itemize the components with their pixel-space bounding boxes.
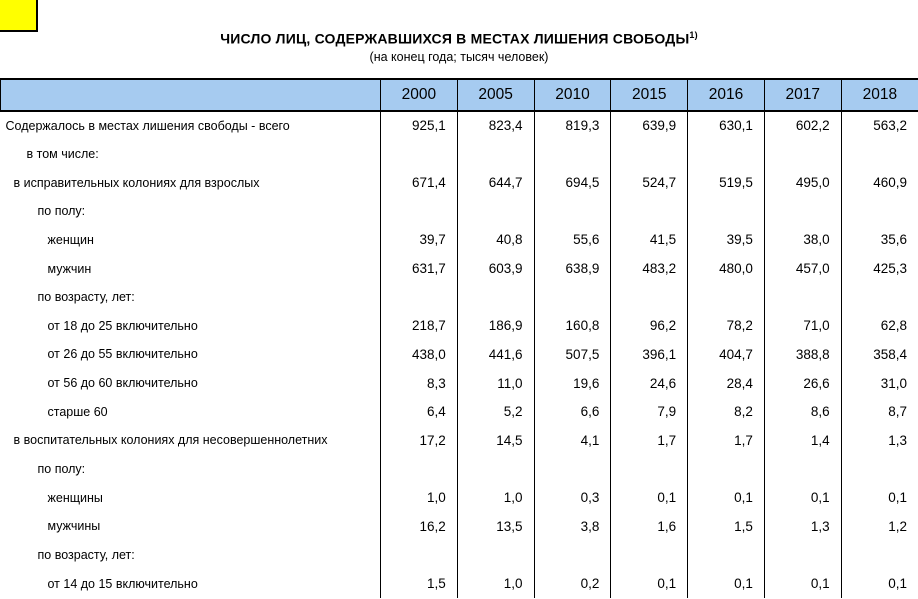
value-cell: 438,0: [381, 340, 458, 369]
table-row: [1, 369, 918, 398]
value-cell: 671,4: [381, 168, 458, 197]
table-row: [1, 111, 918, 140]
value-cell: 40,8: [457, 226, 534, 255]
value-cell: 603,9: [457, 254, 534, 283]
value-cell: 8,3: [381, 369, 458, 398]
value-cell: [688, 140, 765, 169]
value-cell: [457, 197, 534, 226]
value-cell: [381, 140, 458, 169]
table-row: [1, 426, 918, 455]
value-cell: 1,7: [688, 426, 765, 455]
value-cell: [534, 197, 611, 226]
value-cell: [611, 197, 688, 226]
value-cell: 1,5: [381, 569, 458, 598]
value-cell: 631,7: [381, 254, 458, 283]
value-cell: [841, 197, 918, 226]
value-cell: [688, 197, 765, 226]
value-cell: [764, 541, 841, 570]
value-cell: 35,6: [841, 226, 918, 255]
value-cell: 0,1: [688, 569, 765, 598]
value-cell: 1,7: [611, 426, 688, 455]
corner-header-cell: [1, 79, 381, 111]
value-cell: [457, 283, 534, 312]
table-row: [1, 340, 918, 369]
value-cell: [764, 455, 841, 484]
value-cell: 186,9: [457, 311, 534, 340]
value-cell: 694,5: [534, 168, 611, 197]
year-column-header: 2017: [764, 79, 841, 111]
value-cell: [534, 541, 611, 570]
row-label: женщины: [47, 490, 103, 505]
value-cell: 0,1: [611, 569, 688, 598]
value-cell: 1,0: [381, 483, 458, 512]
value-cell: 457,0: [764, 254, 841, 283]
value-cell: [457, 140, 534, 169]
value-cell: 483,2: [611, 254, 688, 283]
value-cell: 28,4: [688, 369, 765, 398]
value-cell: 14,5: [457, 426, 534, 455]
row-label: от 56 до 60 включительно: [47, 376, 198, 391]
row-label: в воспитательных колониях для несовершеннолетних: [13, 433, 328, 448]
value-cell: [381, 455, 458, 484]
value-cell: 0,1: [764, 569, 841, 598]
value-cell: 1,5: [688, 512, 765, 541]
value-cell: 0,1: [611, 483, 688, 512]
value-cell: 404,7: [688, 340, 765, 369]
page-subtitle: (на конец года; тысяч человек): [369, 49, 549, 64]
value-cell: 6,6: [534, 397, 611, 426]
value-cell: 1,2: [841, 512, 918, 541]
row-label: по возрасту, лет:: [37, 547, 135, 562]
value-cell: 480,0: [688, 254, 765, 283]
table-row: [1, 311, 918, 340]
value-cell: [841, 140, 918, 169]
value-cell: [381, 283, 458, 312]
footnote-marker: 1): [689, 30, 698, 40]
value-cell: [764, 197, 841, 226]
value-cell: 4,1: [534, 426, 611, 455]
page-title-text: ЧИСЛО ЛИЦ, СОДЕРЖАВШИХСЯ В МЕСТАХ ЛИШЕНИЯ СВОБОДЫ: [220, 30, 690, 47]
year-column-header: 2016: [688, 79, 765, 111]
value-cell: 8,6: [764, 397, 841, 426]
value-cell: 39,5: [688, 226, 765, 255]
value-cell: 358,4: [841, 340, 918, 369]
value-cell: 644,7: [457, 168, 534, 197]
row-label: в исправительных колониях для взрослых: [13, 175, 260, 190]
value-cell: [381, 541, 458, 570]
value-cell: [841, 455, 918, 484]
value-cell: 3,8: [534, 512, 611, 541]
value-cell: [457, 455, 534, 484]
table-row: [1, 455, 918, 484]
value-cell: 441,6: [457, 340, 534, 369]
value-cell: 8,2: [688, 397, 765, 426]
value-cell: 38,0: [764, 226, 841, 255]
value-cell: [764, 140, 841, 169]
value-cell: 630,1: [688, 111, 765, 140]
value-cell: 925,1: [381, 111, 458, 140]
value-cell: 19,6: [534, 369, 611, 398]
table-row: [1, 140, 918, 169]
value-cell: 6,4: [381, 397, 458, 426]
value-cell: [688, 283, 765, 312]
table-row: [1, 483, 918, 512]
value-cell: [841, 283, 918, 312]
value-cell: 1,3: [841, 426, 918, 455]
table-body: [1, 111, 918, 598]
value-cell: [611, 283, 688, 312]
value-cell: [457, 541, 534, 570]
row-label: от 18 до 25 включительно: [47, 318, 198, 333]
value-cell: 0,1: [841, 483, 918, 512]
value-cell: 55,6: [534, 226, 611, 255]
table-row: [1, 512, 918, 541]
value-cell: [381, 197, 458, 226]
table-row: [1, 541, 918, 570]
value-cell: [764, 283, 841, 312]
value-cell: 8,7: [841, 397, 918, 426]
value-cell: 396,1: [611, 340, 688, 369]
row-label: Содержалось в местах лишения свободы - всего: [5, 118, 290, 133]
row-label: от 14 до 15 включительно: [47, 576, 198, 591]
row-label: мужчин: [47, 261, 92, 276]
year-column-header: 2015: [611, 79, 688, 111]
value-cell: 5,2: [457, 397, 534, 426]
value-cell: 7,9: [611, 397, 688, 426]
value-cell: [611, 541, 688, 570]
value-cell: 0,1: [688, 483, 765, 512]
value-cell: [611, 455, 688, 484]
value-cell: 524,7: [611, 168, 688, 197]
value-cell: [611, 140, 688, 169]
table-row: [1, 168, 918, 197]
value-cell: 563,2: [841, 111, 918, 140]
value-cell: 1,3: [764, 512, 841, 541]
value-cell: 31,0: [841, 369, 918, 398]
value-cell: 1,4: [764, 426, 841, 455]
value-cell: 1,0: [457, 483, 534, 512]
yellow-marker: [0, 0, 38, 32]
row-label: в том числе:: [26, 146, 99, 161]
value-cell: 78,2: [688, 311, 765, 340]
year-column-header: 2005: [457, 79, 534, 111]
table-row: [1, 283, 918, 312]
value-cell: 388,8: [764, 340, 841, 369]
row-label: мужчины: [47, 519, 101, 534]
value-cell: 1,0: [457, 569, 534, 598]
value-cell: [534, 283, 611, 312]
value-cell: 96,2: [611, 311, 688, 340]
value-cell: 39,7: [381, 226, 458, 255]
row-label: по полу:: [37, 204, 86, 219]
value-cell: 639,9: [611, 111, 688, 140]
value-cell: 160,8: [534, 311, 611, 340]
year-column-header: 2000: [381, 79, 458, 111]
table-row: [1, 226, 918, 255]
value-cell: 0,1: [841, 569, 918, 598]
value-cell: [534, 140, 611, 169]
value-cell: 41,5: [611, 226, 688, 255]
value-cell: 638,9: [534, 254, 611, 283]
table-header-row: [1, 79, 918, 111]
value-cell: 519,5: [688, 168, 765, 197]
value-cell: 0,2: [534, 569, 611, 598]
value-cell: 16,2: [381, 512, 458, 541]
value-cell: 62,8: [841, 311, 918, 340]
value-cell: 460,9: [841, 168, 918, 197]
value-cell: 495,0: [764, 168, 841, 197]
value-cell: [688, 455, 765, 484]
value-cell: 218,7: [381, 311, 458, 340]
table-row: [1, 254, 918, 283]
value-cell: 819,3: [534, 111, 611, 140]
row-label: по полу:: [37, 462, 86, 476]
value-cell: 507,5: [534, 340, 611, 369]
year-column-header: 2010: [534, 79, 611, 111]
value-cell: 0,3: [534, 483, 611, 512]
value-cell: 425,3: [841, 254, 918, 283]
row-label: женщин: [47, 232, 94, 247]
table-header: [1, 79, 918, 111]
value-cell: [534, 455, 611, 484]
value-cell: 11,0: [457, 369, 534, 398]
table-row: [1, 397, 918, 426]
page-title: [0, 0, 918, 47]
value-cell: 823,4: [457, 111, 534, 140]
value-cell: 0,1: [764, 483, 841, 512]
value-cell: 26,6: [764, 369, 841, 398]
value-cell: 17,2: [381, 426, 458, 455]
row-label: от 26 до 55 включительно: [47, 347, 198, 362]
value-cell: 24,6: [611, 369, 688, 398]
table-row: [1, 569, 918, 598]
value-cell: 13,5: [457, 512, 534, 541]
value-cell: 71,0: [764, 311, 841, 340]
value-cell: [688, 541, 765, 570]
row-label: по возрасту, лет:: [37, 290, 135, 305]
row-label: старше 60: [47, 404, 108, 419]
year-column-header: 2018: [841, 79, 918, 111]
value-cell: 602,2: [764, 111, 841, 140]
table-row: [1, 197, 918, 226]
value-cell: [841, 541, 918, 570]
value-cell: 1,6: [611, 512, 688, 541]
statistics-table: [0, 78, 918, 598]
